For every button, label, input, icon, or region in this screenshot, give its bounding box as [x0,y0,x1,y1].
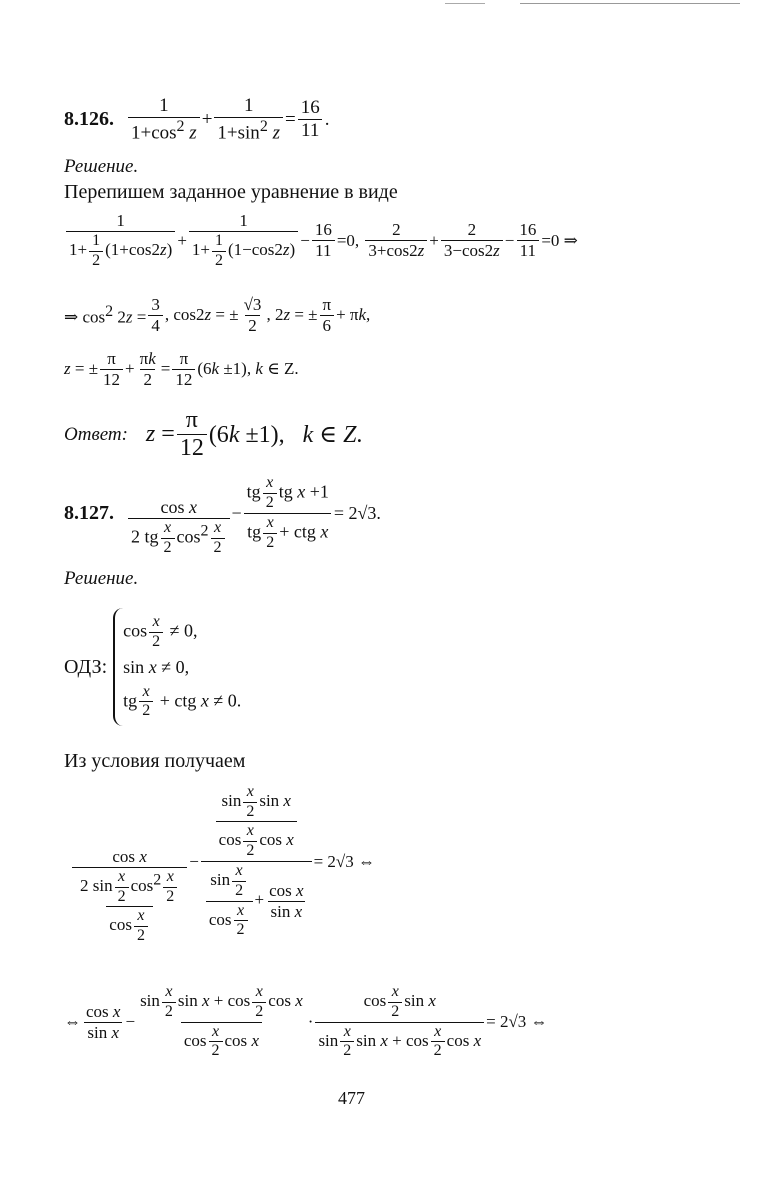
p127-step1: cos x 2 sin $\frac{x}{2}$ $\cos^2$ $\frac{x}{2}$ cos $\frac{x}{2}$ − sin $\frac{x}{2}$ sin x cos $\frac{x}{2}$ cos x sin $\frac{x}{2}$ cos $\frac{x}{2}$ + $\frac{\text{cos x}}{\text{sin x}}$ = 2√3 ⇔ [70,778,375,945]
odz-label: ОДЗ: [64,655,108,678]
solution-label: Решение. [64,156,139,177]
problem-number: 8.126. [64,108,114,131]
p126-answer: Ответ: z = $\frac{\pi}{12}$ (6k ±1), k ∈ Z. [64,407,363,462]
rewrite-text: Перепишем заданное уравнение в виде [64,181,398,203]
solution-label: Решение. [64,568,139,589]
p126-step2: ⇒ $\cos^2 2z$ = $\frac{3}{4}$ , cos2z = ± $\frac{√3}{2}$ , 2z = ± $\frac{\pi}{6}$ + πk, [64,295,371,335]
scan-mark [445,3,485,4]
p126-step3: z = ± $\frac{\pi}{12}$ + $\frac{\pi k}{2}$ = $\frac{\pi}{12}$ (6k ±1), k ∈ Z. [64,349,299,389]
p126-step1: 1 1+ $\frac{1}{2}$ (1+cos2z) + 1 1+ $\frac{1}{2}$ (1−cos2z) − $\frac{16}{11}$ =0, 2 3+cos2z + $\frac{2}{3-\cos 2z}$ − $\frac{16}{11}$ =0 ⇒ [64,212,578,269]
scan-mark [520,3,740,4]
problem-number: 8.127. [64,501,114,524]
page-number: 477 [338,1088,365,1108]
problem-8-126-equation: 8.126. 1 $1+\cos^2$ z + $\frac{1}{1+\sin^2 z}$ = $\frac{16}{11}$ . [64,95,330,144]
from-condition-text: Из условия получаем [64,750,246,772]
answer-label: Ответ: [64,423,128,445]
odz-system: ОДЗ: cos $\frac{x}{2}$ ≠ 0, sin x ≠ 0, tg $\frac{x}{2}$ + ctg x ≠ 0. [64,608,241,726]
p127-step2: ⇔ cos x sin x − sin $\frac{x}{2}$ sin x + cos $\frac{x}{2}$ cos x cos $\frac{x}{2}$ cos x · cos $\frac{x}{2}$ sin x sin $\frac{x}{2}$ sin x + cos $\frac{x}{2}$ cos x = 2√3 ⇔ [64,983,548,1060]
problem-8-127-equation: 8.127. cos x 2 tg $\frac{x}{2}$ $\cos^2$ $\frac{x}{2}$ − tg $\frac{x}{2}$ tg x +1 tg $\frac{x}{2}$ + ctg x = 2√3. [64,474,381,556]
